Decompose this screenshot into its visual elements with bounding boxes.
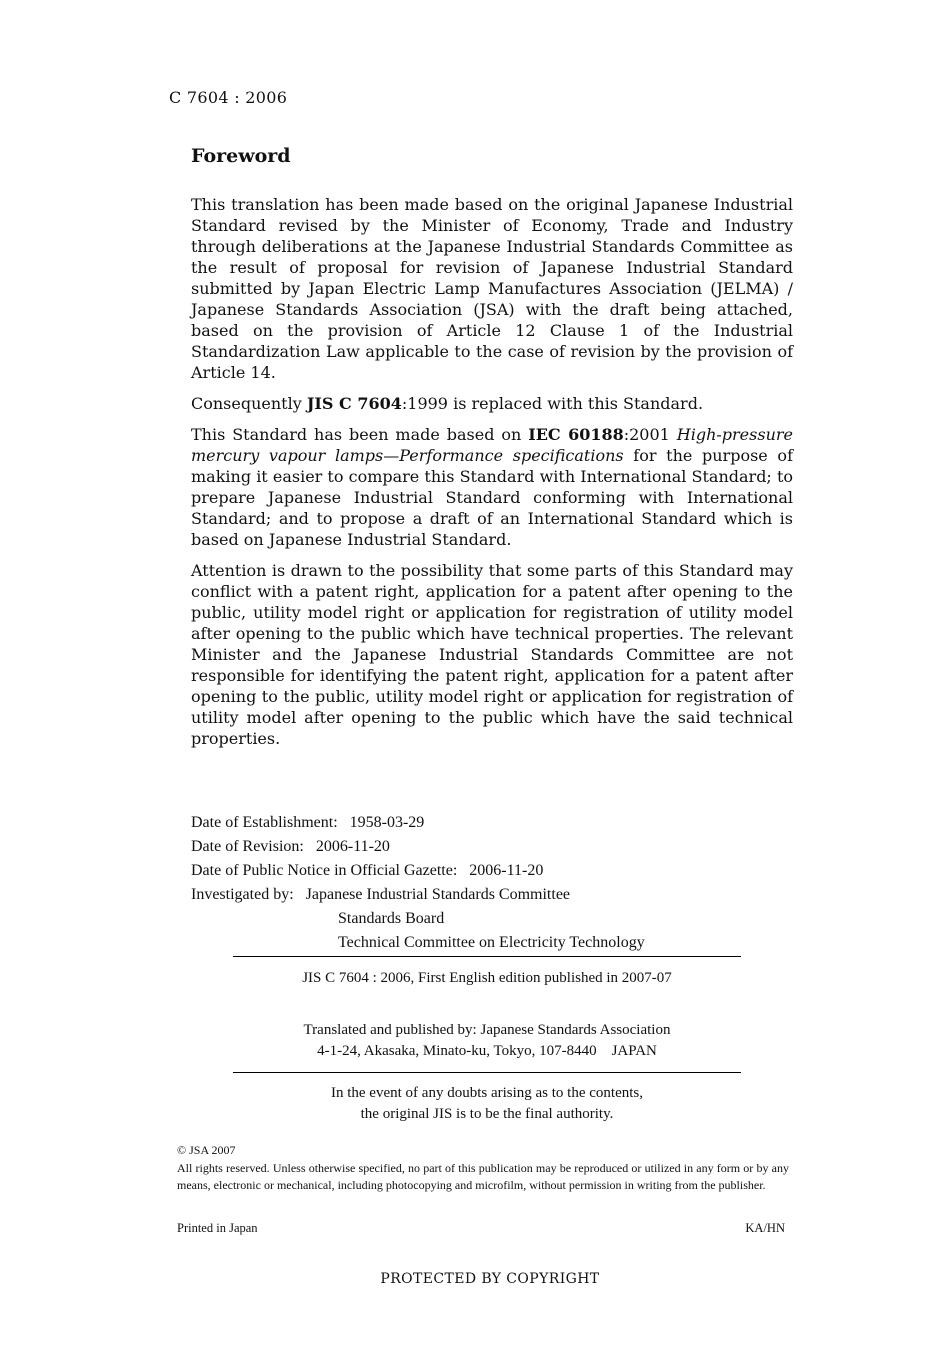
p3-iec-ref: IEC 60188 — [528, 425, 624, 444]
investigated-committee: Japanese Industrial Standards Committee — [305, 886, 571, 903]
p2-after: :1999 is replaced with this Standard. — [401, 394, 704, 413]
copyright-footer: PROTECTED BY COPYRIGHT — [380, 1271, 600, 1287]
dates-block — [191, 811, 645, 955]
p3-after: for the purpose of making it easier to compare this Standard with International Standard; to prepare Japanese Industrial Standard conforming with International Standard; and to propose a draft of an International Standard which is based on Japanese Industrial Standard. — [191, 446, 793, 549]
paragraph-iec-basis — [191, 424, 793, 550]
p3-year: :2001 — [623, 425, 677, 444]
date-establishment: Date of Establishment: 1958-03-29 — [191, 814, 425, 831]
p2-standard-ref: JIS C 7604 — [306, 394, 402, 413]
printed-line — [177, 1221, 785, 1236]
publisher-line-2: 4-1-24, Akasaka, Minato-ku, Tokyo, 107-8440 JAPAN — [317, 1043, 657, 1059]
foreword-body — [191, 194, 793, 759]
date-public-notice: Date of Public Notice in Official Gazette: 2006-11-20 — [191, 862, 544, 879]
p3-iec-title: High-pressure mercury vapour lamps—Performance specifications — [191, 425, 793, 465]
investigated-by — [191, 883, 645, 907]
authority-line-2: the original JIS is to be the final authority. — [360, 1106, 614, 1122]
rights-statement: All rights reserved. Unless otherwise specified, no part of this publication may be reproduced or utilized in any form or by any means, electronic or mechanical, including photocopying and microfilm, without permission in writing from the publisher. — [177, 1160, 789, 1192]
investigated-technical-committee: Technical Committee on Electricity Technology — [338, 934, 645, 951]
copyright-block — [177, 1142, 789, 1195]
publisher-line-1: Translated and published by: Japanese Standards Association — [303, 1022, 671, 1038]
divider-rule-top — [233, 956, 741, 957]
document-number: C 7604 : 2006 — [169, 88, 288, 107]
copyright-line: © JSA 2007 — [177, 1143, 236, 1157]
printer-code: KA/HN — [745, 1221, 785, 1235]
investigated-label: Investigated by: — [191, 886, 306, 903]
publisher-block — [233, 1020, 741, 1062]
divider-rule-bottom — [233, 1072, 741, 1073]
edition-note — [233, 968, 741, 989]
paragraph-replacement — [191, 393, 793, 414]
p3-before: This Standard has been made based on — [191, 425, 529, 444]
p2-before: Consequently — [191, 394, 307, 413]
printed-in: Printed in Japan — [177, 1221, 258, 1235]
authority-line-1: In the event of any doubts arising as to the contents, — [330, 1085, 643, 1101]
investigated-board: Standards Board — [338, 910, 445, 927]
page-title: Foreword — [191, 145, 291, 167]
authority-note — [233, 1083, 741, 1125]
edition-line: JIS C 7604 : 2006, First English edition published in 2007-07 — [302, 970, 672, 986]
paragraph-patent-notice: Attention is drawn to the possibility that some parts of this Standard may conflict with a patent right, application for a patent after opening to the public, utility model right or application for registration of utility model after opening to the public which have technical properties. The relevant Minister and the Japanese Industrial Standards Committee are not responsible for identifying the patent right, application for a patent after opening to the public, utility model right or application for registration of utility model after opening to the public which have the said technical properties. — [191, 561, 793, 748]
date-revision: Date of Revision: 2006-11-20 — [191, 838, 390, 855]
paragraph-translation-basis: This translation has been made based on the original Japanese Industrial Standard revised by the Minister of Economy, Trade and Industry through deliberations at the Japanese Industrial Standards Committee as the result of proposal for revision of Japanese Industrial Standard submitted by Japan Electric Lamp Manufactures Association (JELMA) / Japanese Standards Association (JSA) with the draft being attached, based on the provision of Article 12 Clause 1 of the Industrial Standardization Law applicable to the case of revision by the provision of Article 14. — [191, 195, 793, 382]
